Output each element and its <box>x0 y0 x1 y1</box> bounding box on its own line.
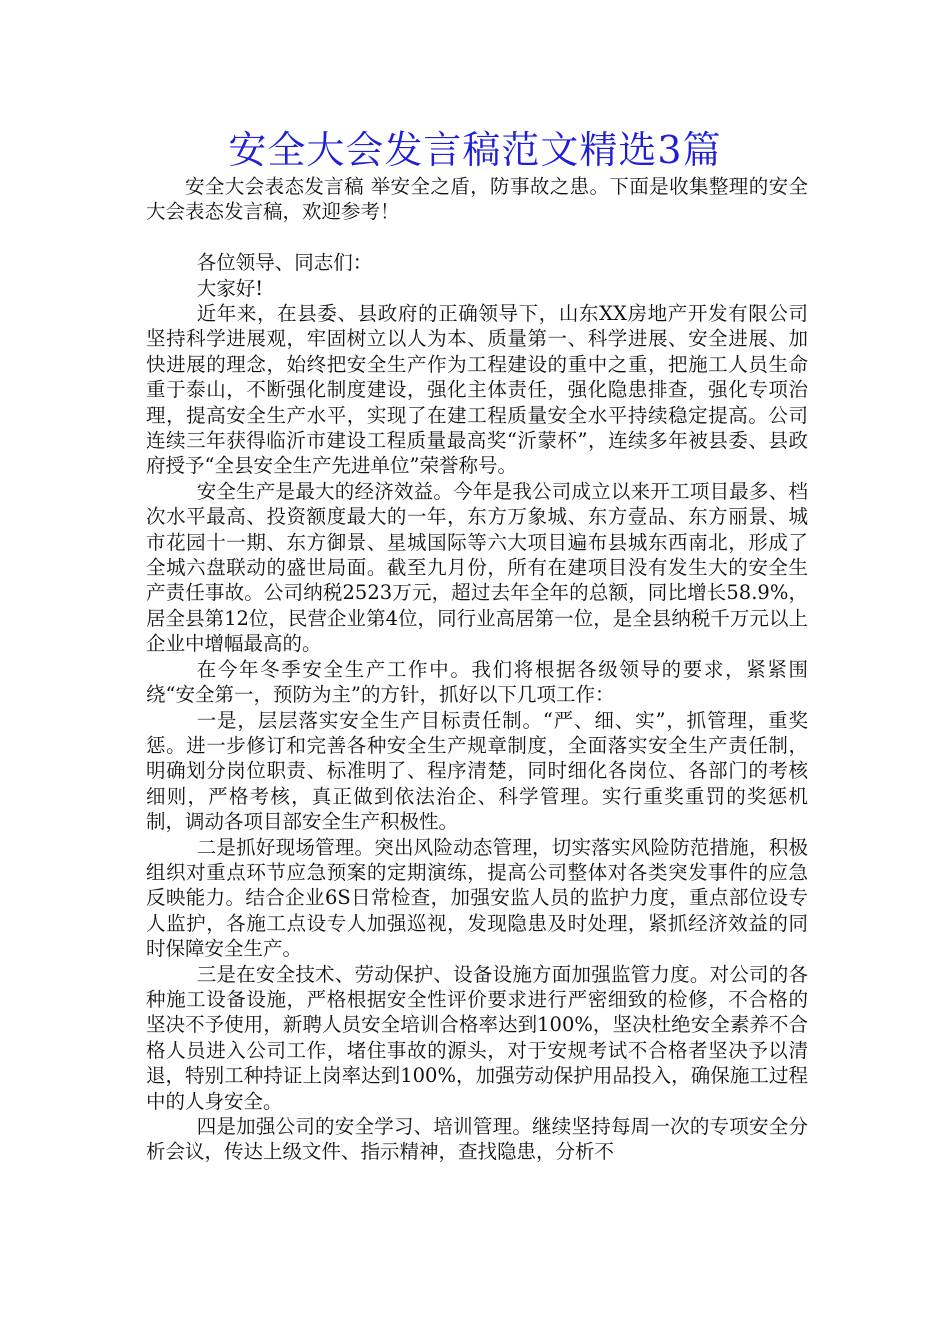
body-paragraph: 三是在安全技术、劳动保护、设备设施方面加强监管力度。对公司的各种施工设备设施，严格根据安全性评价要求进行严密细致的检修，不合格的坚决不予使用，新聘人员安全培训合格率达到100%，坚决杜绝安全素养不合格人员进入公司工作，堵住事故的源头，对于安规考试不合格者坚决予以清退，特别工种持证上岗率达到100%，加强劳动保护用品投入，确保施工过程中的人身安全。 <box>146 962 808 1113</box>
body-paragraph: 四是加强公司的安全学习、培训管理。继续坚持每周一次的专项安全分析会议，传达上级文件、指示精神，查找隐患，分析不 <box>146 1115 808 1164</box>
greeting-line: 各位领导、同志们： <box>196 251 373 275</box>
body-paragraph: 一是，层层落实安全生产目标责任制。“严、细、实”，抓管理，重奖惩。进一步修订和完善各种安全生产规章制度，全面落实安全生产责任制，明确划分岗位职责、标准明了、程序清楚，同时细化各岗位、各部门的考核细则，严格考核，真正做到依法治企、科学管理。实行重奖重罚的奖惩机制，调动各项目部安全生产积极性。 <box>146 708 808 834</box>
body-paragraph: 在今年冬季安全生产工作中。我们将根据各级领导的要求，紧紧围绕“安全第一，预防为主”的方针，抓好以下几项工作： <box>146 657 808 707</box>
body-paragraph: 二是抓好现场管理。突出风险动态管理，切实落实风险防范措施，积极组织对重点环节应急预案的定期演练，提高公司整体对各类突发事件的应急反映能力。结合企业6S日常检查，加强安监人员的监护力度，重点部位设专人监护，各施工点设专人加强巡视，发现隐患及时处理，紧抓经济效益的同时保障安全生产。 <box>146 835 808 961</box>
intro-paragraph: 安全大会表态发言稿 举安全之盾，防事故之患。下面是收集整理的安全大会表态发言稿，欢迎参考！ <box>146 175 808 224</box>
document-body <box>146 174 808 1165</box>
body-paragraph: 近年来，在县委、县政府的正确领导下，山东XX房地产开发有限公司坚持科学进展观，牢固树立以人为本、质量第一、科学进展、安全进展、加快进展的理念，始终把安全生产作为工程建设的重中之重，把施工人员生命重于泰山，不断强化制度建设，强化主体责任，强化隐患排查，强化专项治理，提高安全生产水平，实现了在建工程质量安全水平持续稳定提高。公司连续三年获得临沂市建设工程质量最高奖“沂蒙杯”，连续多年被县委、县政府授予“全县安全生产先进单位”荣誉称号。 <box>146 302 808 478</box>
document-title: 安全大会发言稿范文精选3篇 <box>228 128 722 172</box>
hello-line: 大家好! <box>196 276 264 300</box>
body-paragraph: 安全生产是最大的经济效益。今年是我公司成立以来开工项目最多、档次水平最高、投资额度最大的一年，东方万象城、东方壹品、东方丽景、城市花园十一期、东方御景、星城国际等六大项目遍布县城东西南北，形成了全城六盘联动的盛世局面。截至九月份，所有在建项目没有发生大的安全生产责任事故。公司纳税2523万元，超过去年全年的总额，同比增长58.9%，居全县第12位，民营企业第4位，同行业高居第一位，是全县纳税千万元以上企业中增幅最高的。 <box>146 479 808 656</box>
